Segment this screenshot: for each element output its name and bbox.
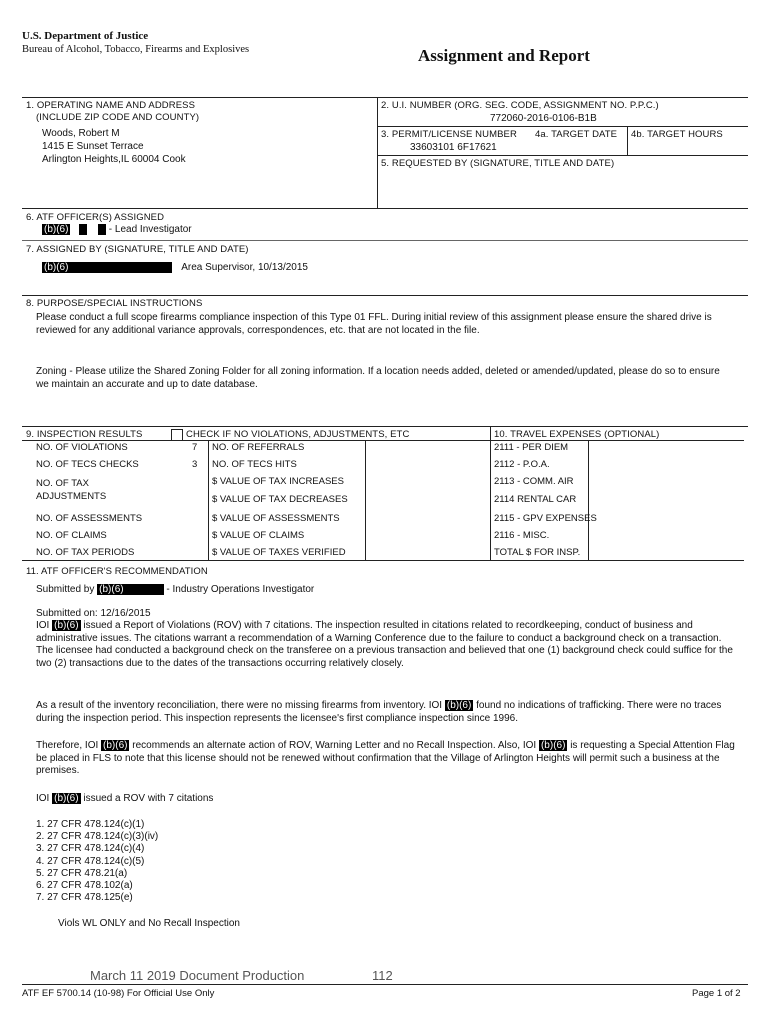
redaction-box: (b)(6) — [54, 793, 79, 804]
submitted-on-text: Submitted on: 12/16/2015 — [36, 608, 151, 619]
assigned-by-row — [42, 262, 308, 275]
total-label: TOTAL $ FOR INSP. — [494, 547, 581, 558]
redaction-box: (b)(6) — [99, 584, 124, 596]
no-violations-label: CHECK IF NO VIOLATIONS, ADJUSTMENTS, ETC — [186, 429, 410, 440]
target-hours-label: 4b. TARGET HOURS — [631, 129, 723, 140]
citation-item: 6. 27 CFR 478.102(a) — [36, 880, 133, 892]
redaction-box: (b)(6) — [540, 740, 566, 751]
citation-item: 7. 27 CFR 478.125(e) — [36, 892, 133, 904]
zip-county-label: (INCLUDE ZIP CODE AND COUNTY) — [36, 112, 200, 123]
production-page-number: 112 — [372, 968, 393, 983]
form-number: ATF EF 5700.14 (10-98) For Official Use Only — [22, 988, 215, 999]
redaction-box: (b)(6) — [42, 262, 72, 273]
recommendation-paragraph-1: IOI (b)(6) issued a Report of Violations (ROV) with 7 citations. The inspection resulted in citations related to recordkeeping, conduct of business and administrative issues. The citations warrant a recommendation of a Warning Conference due to the failure to conduct a background check on a transaction. The licensee had conducted a background check on the transferee on a previous transaction and believed that one (1) background check could suffice for the two (2) transactions due to the dates of the transactions occurring relatively closely. — [36, 620, 733, 669]
submitted-by-text: Submitted by — [36, 584, 95, 596]
submitted-by-row — [36, 584, 314, 597]
gpv-expenses-label: 2115 - GPV EXPENSES — [494, 513, 597, 524]
officers-assigned-label: 6. ATF OFFICER(S) ASSIGNED — [26, 212, 165, 223]
violations-count-label: NO. OF VIOLATIONS — [36, 442, 128, 453]
tax-decreases-label: $ VALUE OF TAX DECREASES — [212, 494, 348, 505]
tecs-checks-label: NO. OF TECS CHECKS — [36, 459, 139, 470]
special-instructions-label: 8. PURPOSE/SPECIAL INSTRUCTIONS — [26, 298, 203, 309]
department-name: U.S. Department of Justice — [22, 30, 149, 42]
tax-adjustments-label: NO. OF TAX ADJUSTMENTS — [36, 478, 107, 502]
instructions-paragraph-2: Zoning - Please utilize the Shared Zoning Folder for all zoning information. If a location needs added, deleted or amended/updated, please do so to ensure we maintain an accurate and up to date database. — [36, 366, 720, 390]
redaction-box: (b)(6) — [446, 700, 472, 711]
assigned-by-value: Area Supervisor, 10/13/2015 — [181, 262, 308, 274]
recommendation-paragraph-2: As a result of the inventory reconciliation, there were no missing firearms from inventory. IOI (b)(6) found no indications of trafficking. There were no traces during the inspection period. This inspection represents the licensee's first compliance inspection since 1996. — [36, 700, 722, 724]
assigned-by-label: 7. ASSIGNED BY (SIGNATURE, TITLE AND DATE) — [26, 244, 249, 255]
claims-value-label: $ VALUE OF CLAIMS — [212, 530, 305, 541]
production-stamp: March 11 2019 Document Production — [90, 968, 305, 983]
recommendation-paragraph-4: IOI (b)(6) issued a ROV with 7 citations — [36, 793, 214, 804]
redaction-box: (b)(6) — [54, 620, 79, 631]
citation-list — [36, 819, 158, 904]
citation-item: 5. 27 CFR 478.21(a) — [36, 867, 128, 879]
assessments-label: NO. OF ASSESSMENTS — [36, 513, 143, 524]
misc-label: 2116 - MISC. — [494, 530, 550, 541]
redaction-bar — [126, 584, 164, 595]
lead-investigator-text: - Lead Investigator — [108, 224, 192, 236]
redaction-box: (b)(6) — [44, 224, 69, 236]
officers-assigned-row — [42, 224, 192, 237]
redaction-bar — [72, 262, 172, 273]
referrals-label: NO. OF REFERRALS — [212, 442, 305, 453]
licensee-name: Woods, Robert M — [42, 128, 120, 139]
page-indicator: Page 1 of 2 — [692, 988, 741, 999]
redaction-bar — [98, 224, 106, 235]
citation-item: 1. 27 CFR 478.124(c)(1) — [36, 819, 145, 830]
redaction-bar — [79, 224, 87, 235]
taxes-verified-label: $ VALUE OF TAXES VERIFIED — [212, 547, 346, 558]
recommendation-paragraph-3: Therefore, IOI (b)(6) recommends an alternate action of ROV, Warning Letter and no Recall Inspection. Also, IOI (b)(6) is requesting a Special Attention Flag be placed in FLS to note that this license should not be renewed without confirmation that the Village of Arlington Heights will permit such a business at the premises. — [36, 740, 735, 777]
officer-recommendation-label: 11. ATF OFFICER'S RECOMMENDATION — [26, 566, 208, 577]
ui-number-label: 2. U.I. NUMBER (ORG. SEG. CODE, ASSIGNMENT NO. P.P.C.) — [381, 100, 659, 111]
citation-item: 3. 27 CFR 478.124(c)(4) — [36, 843, 145, 855]
inspection-results-label: 9. INSPECTION RESULTS — [26, 429, 143, 440]
per-diem-label: 2111 - PER DIEM — [494, 442, 569, 453]
tecs-checks-value: 3 — [192, 459, 198, 470]
submitted-role-text: - Industry Operations Investigator — [166, 584, 315, 596]
bureau-name: Bureau of Alcohol, Tobacco, Firearms and Explosives — [22, 44, 250, 55]
licensee-city: Arlington Heights,IL 60004 Cook — [42, 154, 186, 165]
ui-number-value: 772060-2016-0106-B1B — [490, 113, 597, 124]
assessments-value-label: $ VALUE OF ASSESSMENTS — [212, 513, 340, 524]
redaction-box: (b)(6) — [103, 740, 128, 751]
tax-increases-label: $ VALUE OF TAX INCREASES — [212, 476, 344, 487]
form-title: Assignment and Report — [418, 46, 590, 65]
closing-note: Viols WL ONLY and No Recall Inspection — [58, 918, 240, 929]
comm-air-label: 2113 - COMM. AIR — [494, 476, 574, 487]
requested-by-label: 5. REQUESTED BY (SIGNATURE, TITLE AND DATE) — [381, 158, 615, 169]
poa-label: 2112 - P.O.A. — [494, 459, 550, 470]
permit-number-value: 33603101 6F17621 — [410, 142, 497, 153]
citation-item: 4. 27 CFR 478.124(c)(5) — [36, 855, 145, 867]
claims-label: NO. OF CLAIMS — [36, 530, 107, 541]
travel-expenses-label: 10. TRAVEL EXPENSES (OPTIONAL) — [494, 429, 660, 440]
permit-number-label: 3. PERMIT/LICENSE NUMBER — [381, 129, 517, 140]
operating-name-label: 1. OPERATING NAME AND ADDRESS — [26, 100, 196, 111]
citation-item: 2. 27 CFR 478.124(c)(3)(iv) — [36, 831, 159, 843]
licensee-street: 1415 E Sunset Terrace — [42, 141, 144, 152]
rental-car-label: 2114 RENTAL CAR — [494, 494, 577, 505]
tax-periods-label: NO. OF TAX PERIODS — [36, 547, 135, 558]
violations-count-value: 7 — [192, 442, 198, 453]
target-date-label: 4a. TARGET DATE — [535, 129, 618, 140]
tecs-hits-label: NO. OF TECS HITS — [212, 459, 297, 470]
instructions-paragraph-1: Please conduct a full scope firearms compliance inspection of this Type 01 FFL. During initial review of this assignment please ensure the shared drive is reviewed for any additional variance approvals, correspondences, etc. that are not located in the file. — [36, 312, 712, 336]
